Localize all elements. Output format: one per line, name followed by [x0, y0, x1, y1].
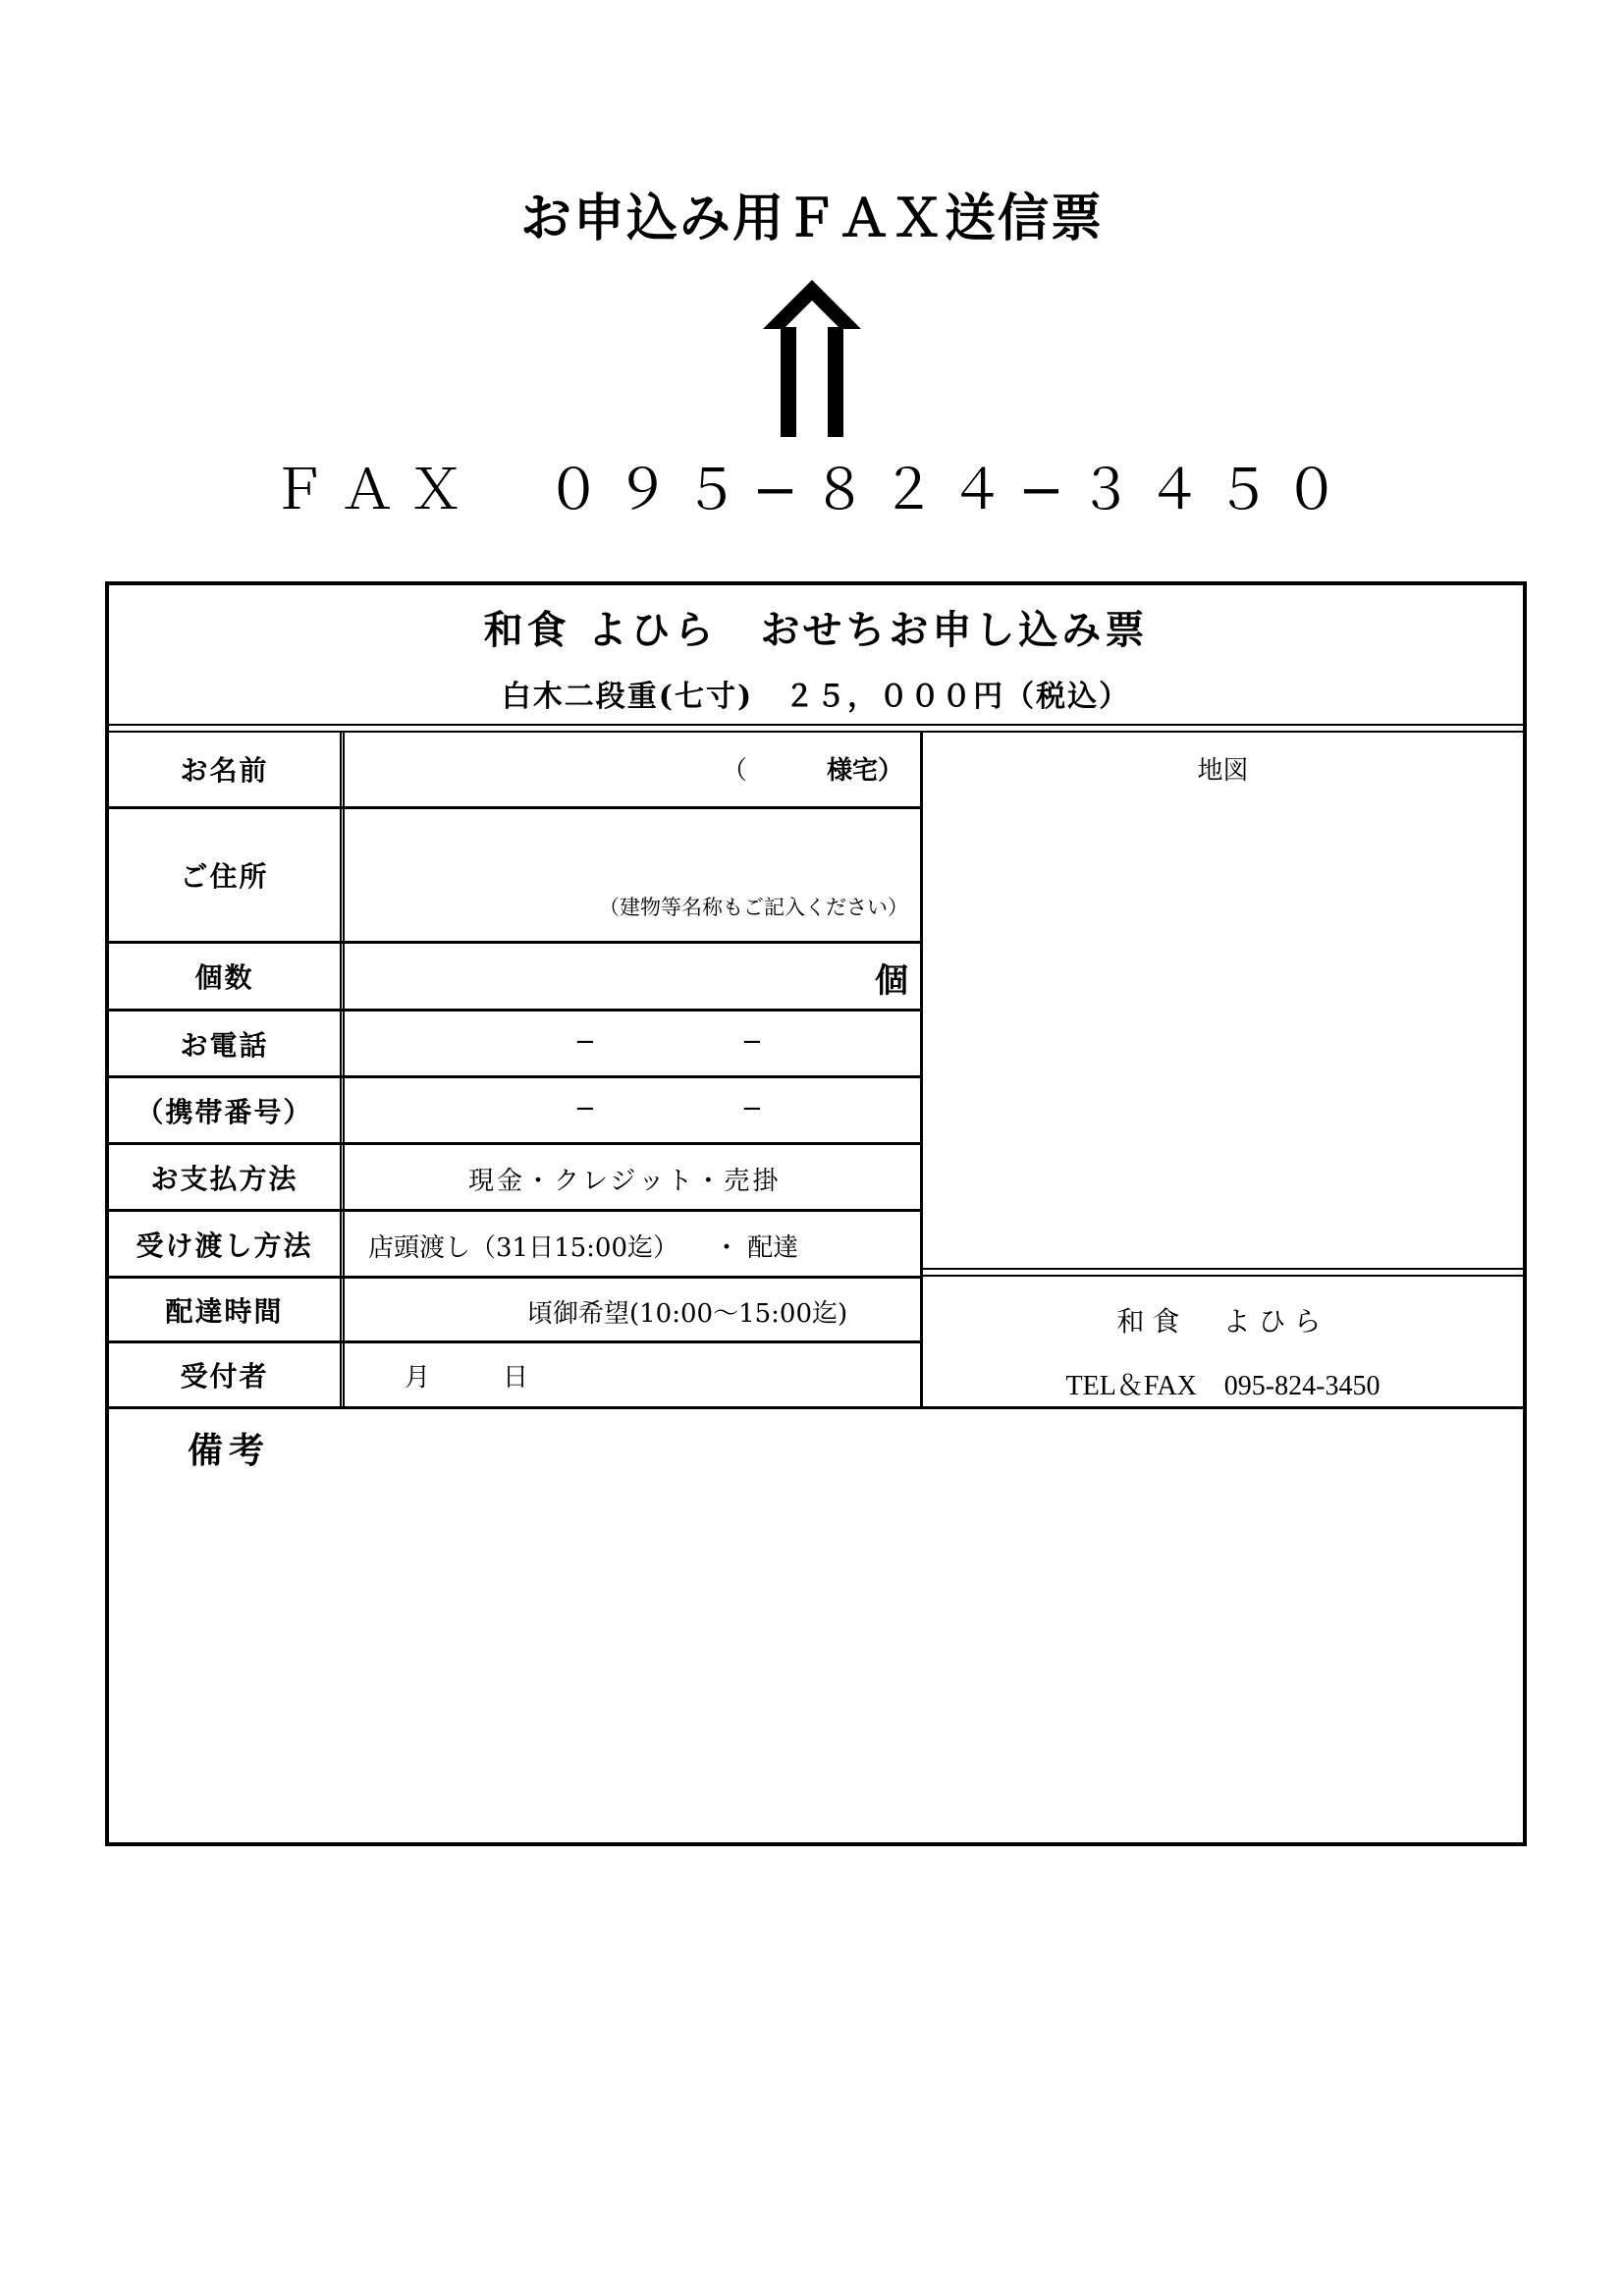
label-receiver: 受付者 — [180, 1360, 269, 1393]
delivery-time-text: 頃御希望(10:00〜15:00迄) — [527, 1299, 848, 1329]
label-payment: お支払方法 — [150, 1162, 298, 1195]
row-receiver — [109, 1343, 920, 1406]
fax-number: ＦＡＸ ０９５−８２４−３４５０ — [271, 459, 1353, 522]
phone-field[interactable] — [346, 1011, 920, 1075]
label-delivery-time: 配達時間 — [165, 1294, 284, 1328]
label-mobile: （携帯番号） — [135, 1095, 313, 1128]
payment-options[interactable] — [346, 1145, 920, 1209]
label-quantity: 個数 — [194, 961, 254, 994]
page-title: お申込み用ＦＡＸ送信票 — [519, 189, 1104, 248]
form-grid — [109, 731, 1523, 1406]
handover-options[interactable] — [346, 1212, 920, 1276]
row-mobile — [109, 1078, 920, 1145]
name-suffix: 様宅） — [827, 756, 904, 786]
row-payment — [109, 1145, 920, 1212]
order-form — [105, 581, 1527, 1846]
label-address: ご住所 — [180, 860, 269, 893]
address-note: （建物等名称もご記入ください） — [599, 896, 908, 919]
form-subtitle: 白木二段重(七寸) ２５，０００円（税込） — [501, 680, 1131, 714]
receiver-month: 月 — [405, 1363, 431, 1393]
mobile-dash-2: − — [741, 1094, 763, 1123]
handover-option-store: 店頭渡し（31日15:00迄） — [368, 1233, 679, 1263]
double-arrow-up-icon — [763, 280, 861, 437]
receiver-day: 日 — [503, 1363, 529, 1393]
row-quantity — [109, 944, 920, 1011]
map-label: 地図 — [1197, 756, 1249, 786]
payment-options-text: 現金・クレジット・売掛 — [468, 1167, 782, 1196]
quantity-unit: 個 — [875, 961, 908, 1001]
receiver-field[interactable] — [346, 1343, 920, 1406]
shop-name: 和食 よひら — [1116, 1305, 1329, 1338]
row-handover — [109, 1212, 920, 1279]
quantity-field[interactable] — [346, 944, 920, 1009]
mobile-dash-1: − — [574, 1094, 596, 1123]
address-field[interactable] — [346, 809, 920, 941]
remarks-field[interactable] — [109, 1469, 1523, 1842]
phone-dash-2: − — [741, 1027, 763, 1057]
shop-tel-fax: TEL＆FAX 095-824-3450 — [1065, 1371, 1380, 1401]
column-divider — [340, 731, 345, 1406]
name-field[interactable] — [346, 731, 920, 806]
divider — [109, 1406, 1523, 1409]
row-name — [109, 731, 920, 809]
delivery-time-field[interactable] — [346, 1279, 920, 1340]
remarks-label: 備考 — [188, 1430, 271, 1471]
form-title: 和食 よひら おせちお申し込み票 — [483, 607, 1149, 653]
row-delivery-time — [109, 1279, 920, 1343]
divider — [923, 1268, 1523, 1277]
name-open-paren: （ — [722, 756, 748, 786]
label-name: お名前 — [180, 753, 269, 787]
handover-option-delivery: ・ 配達 — [714, 1233, 799, 1263]
label-phone: お電話 — [180, 1028, 269, 1062]
mobile-field[interactable] — [346, 1078, 920, 1142]
phone-dash-1: − — [574, 1027, 596, 1057]
row-phone — [109, 1011, 920, 1078]
label-handover: 受け渡し方法 — [135, 1229, 313, 1262]
row-address — [109, 809, 920, 944]
